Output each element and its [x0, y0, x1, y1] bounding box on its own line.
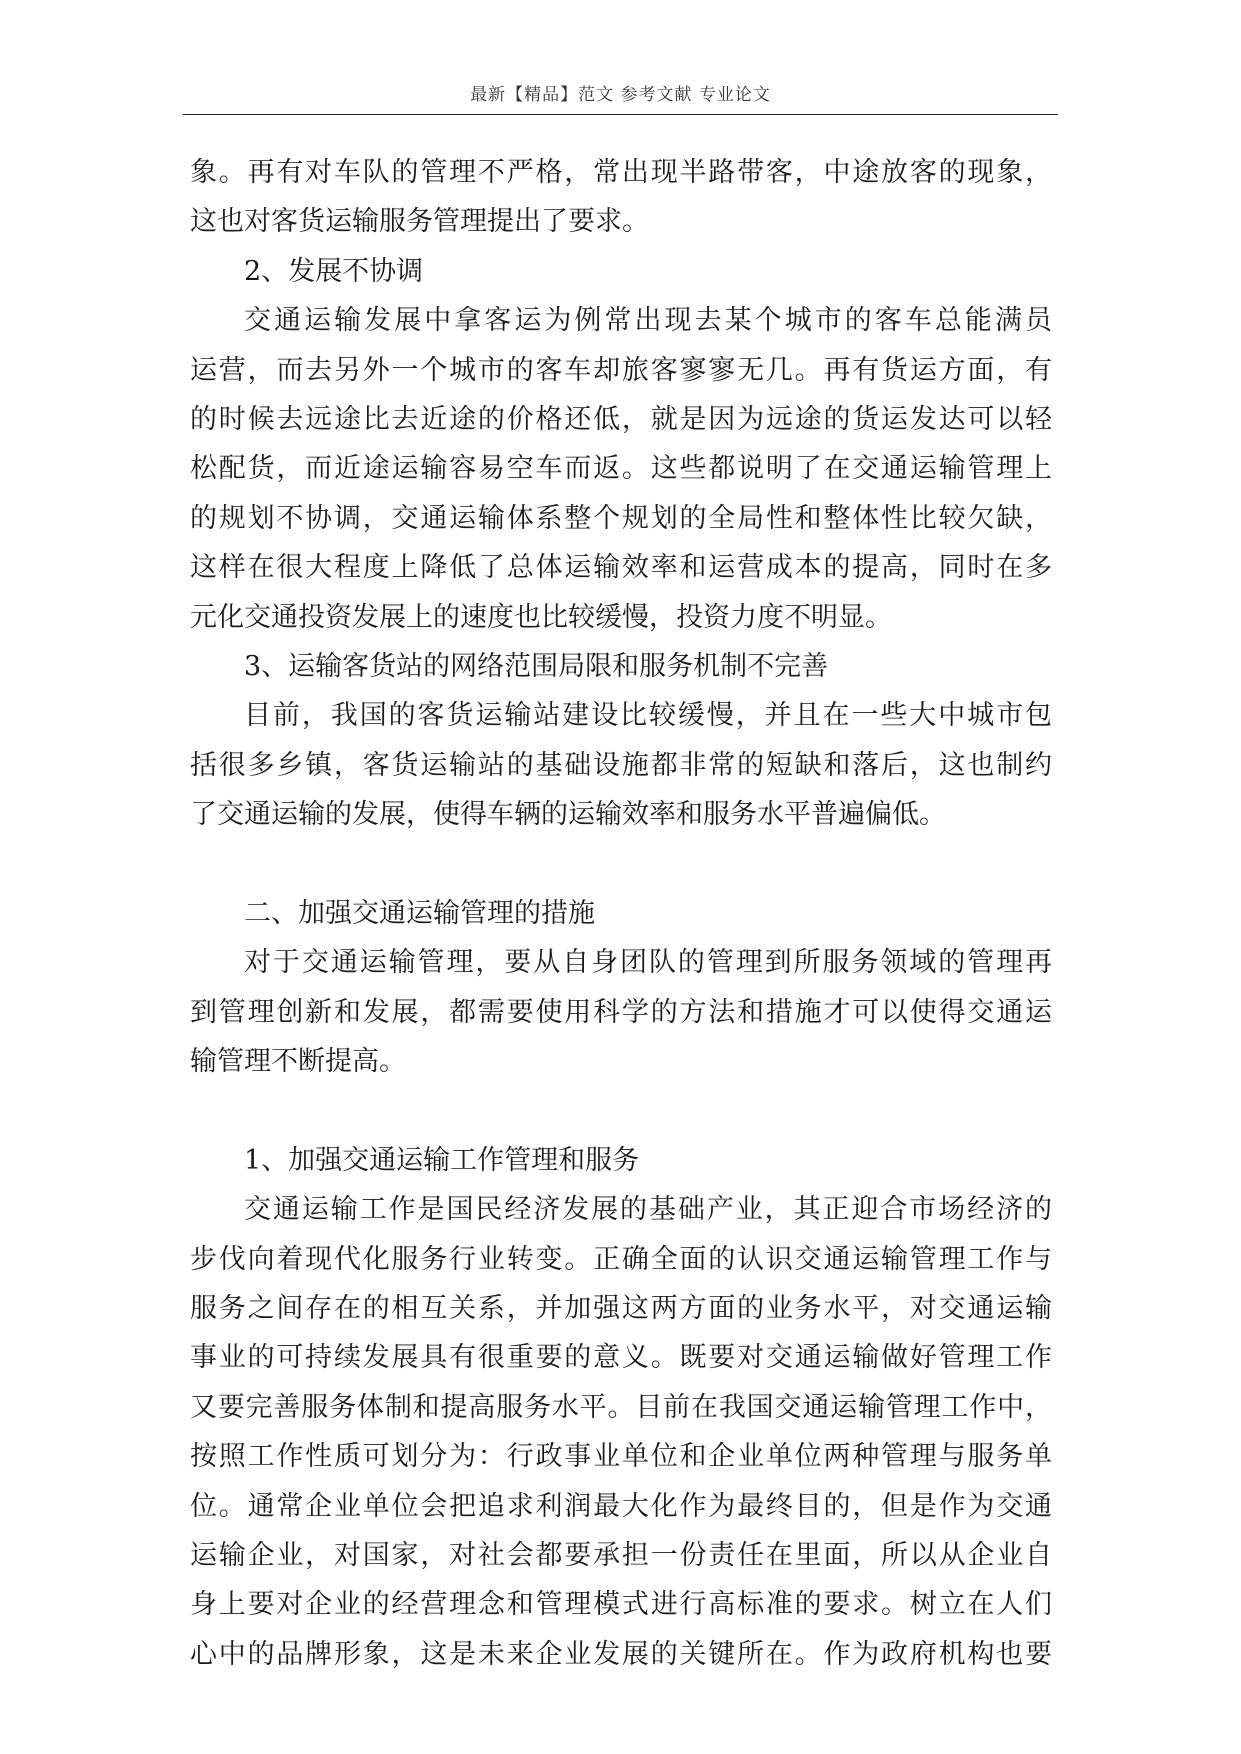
paragraph-line: 目前，我国的客货运输站建设比较缓慢，并且在一些大中城市包 [244, 700, 1052, 732]
paragraph-line: 位。通常企业单位会把追求利润最大化作为最终目的，但是作为交通 [190, 1490, 1052, 1522]
paragraph-line: 步伐向着现代化服务行业转变。正确全面的认识交通运输管理工作与 [190, 1243, 1052, 1275]
paragraph-line: 按照工作性质可划分为：行政事业单位和企业单位两种管理与服务单 [190, 1441, 1052, 1473]
paragraph-line: 到管理创新和发展，都需要使用科学的方法和措施才可以使得交通运 [190, 996, 1052, 1028]
paragraph-line: 松配货，而近途运输容易空车而返。这些都说明了在交通运输管理上 [190, 453, 1052, 485]
paragraph-spacer [190, 839, 1052, 888]
paragraph-line: 服务之间存在的相互关系，并加强这两方面的业务水平，对交通运输 [190, 1292, 1052, 1324]
paragraph-line: 又要完善服务体制和提高服务水平。目前在我国交通运输管理工作中， [190, 1391, 1052, 1423]
paragraph-line: 括很多乡镇，客货运输站的基础设施都非常的短缺和落后，这也制约 [190, 749, 1052, 781]
paragraph-line: 事业的可持续发展具有很重要的意义。既要对交通运输做好管理工作 [190, 1342, 1052, 1374]
section-heading: 1、加强交通运输工作管理和服务 [244, 1144, 640, 1176]
paragraph-line: 运输企业，对国家，对社会都要承担一份责任在里面，所以从企业自 [190, 1539, 1052, 1571]
paragraph-spacer [190, 1086, 1052, 1135]
chapter-heading: 二、加强交通运输管理的措施 [244, 897, 595, 929]
paragraph-line: 运营，而去另外一个城市的客车却旅客寥寥无几。再有货运方面，有 [190, 354, 1052, 386]
section-heading: 2、发展不协调 [244, 255, 424, 287]
paragraph-line: 的时候去远途比去近途的价格还低，就是因为远途的货运发达可以轻 [190, 403, 1052, 435]
header-divider [183, 114, 1058, 115]
paragraph-line: 对于交通运输管理，要从自身团队的管理到所服务领域的管理再 [244, 947, 1052, 979]
paragraph-line: 元化交通投资发展上的速度也比较缓慢，投资力度不明显。 [190, 601, 892, 633]
paragraph-line: 心中的品牌形象，这是未来企业发展的关键所在。作为政府机构也要 [190, 1638, 1052, 1670]
paragraph-line: 这样在很大程度上降低了总体运输效率和运营成本的提高，同时在多 [190, 552, 1052, 584]
paragraph-line: 象。再有对车队的管理不严格，常出现半路带客，中途放客的现象， [190, 157, 1052, 188]
page-header: 最新【精品】范文 参考文献 专业论文 [470, 85, 771, 105]
paragraph-line: 输管理不断提高。 [190, 1046, 406, 1078]
body-text [190, 148, 1052, 1679]
paragraph-line: 的规划不协调，交通运输体系整个规划的全局性和整体性比较欠缺， [190, 502, 1052, 534]
paragraph-line: 了交通运输的发展，使得车辆的运输效率和服务水平普遍偏低。 [190, 799, 946, 831]
paragraph-line: 身上要对企业的经营理念和管理模式进行高标准的要求。树立在人们 [190, 1589, 1052, 1621]
paragraph-line: 交通运输工作是国民经济发展的基础产业，其正迎合市场经济的 [244, 1194, 1052, 1226]
paragraph-line: 这也对客货运输服务管理提出了要求。 [190, 206, 649, 238]
paragraph-line: 交通运输发展中拿客运为例常出现去某个城市的客车总能满员 [244, 305, 1052, 337]
section-heading: 3、运输客货站的网络范围局限和服务机制不完善 [244, 650, 829, 682]
